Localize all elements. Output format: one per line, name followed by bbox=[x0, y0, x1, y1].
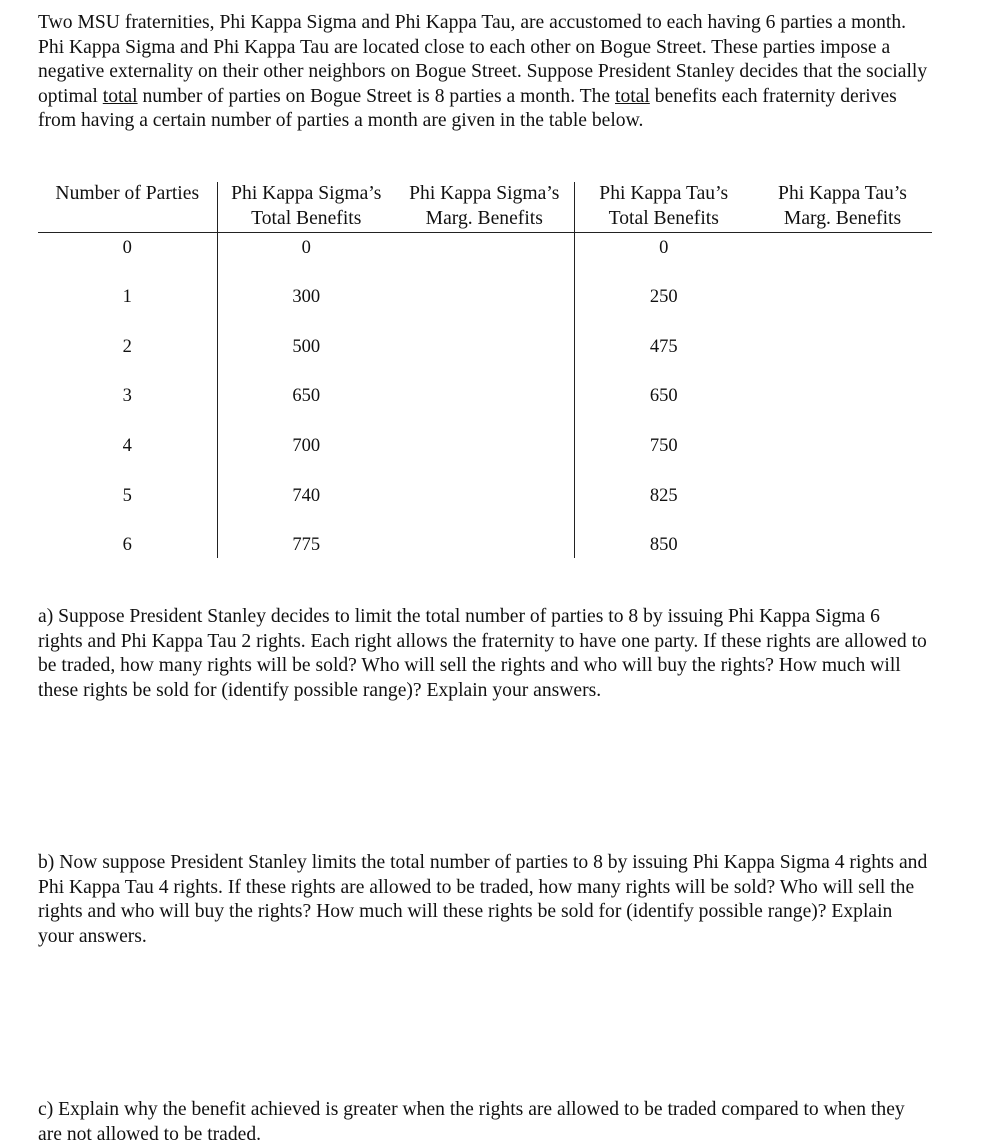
cell-parties: 3 bbox=[38, 383, 217, 433]
cell-parties: 5 bbox=[38, 483, 217, 533]
cell-parties: 0 bbox=[38, 233, 217, 285]
cell-tau-marg bbox=[753, 334, 932, 384]
header-sigma-total-benefits: Phi Kappa Sigma’s Total Benefits bbox=[217, 182, 395, 233]
intro-text-2: number of parties on Bogue Street is 8 parties a month. The bbox=[137, 85, 615, 107]
cell-sigma-marg bbox=[395, 334, 574, 384]
cell-tau-total: 850 bbox=[649, 535, 678, 556]
cell-sigma-total: 775 bbox=[292, 535, 321, 556]
table-row bbox=[38, 433, 932, 483]
cell-parties: 2 bbox=[38, 334, 217, 384]
header-tau-total-benefits: Phi Kappa Tau’s Total Benefits bbox=[574, 182, 753, 233]
cell-tau-total: 0 bbox=[659, 238, 669, 259]
question-b: b) Now suppose President Stanley limits the total number of parties to 8 by issuing Phi Kappa Sigma 4 rights and Phi Kappa Tau 4 rights. If these rights are allowed to be traded, how many rights will be sold? Who will sell the rights and who will buy the rights? How much will these rights be sold for (identify possible range)? Explain your answers. bbox=[38, 852, 928, 947]
cell-tau-marg bbox=[753, 233, 932, 285]
cell-tau-total: 825 bbox=[649, 485, 678, 506]
question-c: c) Explain why the benefit achieved is greater when the rights are allowed to be traded compared to when they are not allowed to be traded. bbox=[38, 1099, 905, 1145]
cell-sigma-marg bbox=[395, 483, 574, 533]
cell-tau-total: 475 bbox=[649, 336, 678, 357]
cell-tau-marg bbox=[753, 532, 932, 558]
cell-sigma-total: 700 bbox=[292, 435, 321, 456]
table-header-row bbox=[38, 182, 932, 233]
intro-underline-total-2: total bbox=[615, 85, 650, 107]
cell-sigma-total: 740 bbox=[292, 485, 321, 506]
header-tau-marg-benefits: Phi Kappa Tau’s Marg. Benefits bbox=[753, 182, 932, 233]
cell-sigma-marg bbox=[395, 284, 574, 334]
cell-tau-total: 650 bbox=[649, 386, 678, 407]
table-row bbox=[38, 483, 932, 533]
cell-sigma-total: 0 bbox=[301, 238, 311, 259]
header-number-of-parties: Number of Parties bbox=[38, 182, 217, 233]
cell-sigma-total: 300 bbox=[292, 287, 321, 308]
cell-parties: 4 bbox=[38, 433, 217, 483]
table-row bbox=[38, 532, 932, 558]
intro-text-3: benefits each fraternity derives from having a certain number of parties a month are given in the table below. bbox=[38, 85, 897, 132]
cell-sigma-marg bbox=[395, 433, 574, 483]
cell-tau-marg bbox=[753, 383, 932, 433]
table-row bbox=[38, 233, 932, 285]
intro-underline-total-1: total bbox=[102, 85, 138, 107]
table-row bbox=[38, 284, 932, 334]
intro-paragraph bbox=[38, 11, 928, 134]
table-row bbox=[38, 334, 932, 384]
cell-tau-marg bbox=[753, 284, 932, 334]
cell-parties: 6 bbox=[38, 532, 217, 558]
cell-sigma-marg bbox=[395, 532, 574, 558]
cell-sigma-marg bbox=[395, 383, 574, 433]
cell-tau-marg bbox=[753, 433, 932, 483]
cell-sigma-marg bbox=[395, 233, 574, 285]
question-a: a) Suppose President Stanley decides to limit the total number of parties to 8 by issuing Phi Kappa Sigma 6 rights and Phi Kappa Tau 2 rights. Each right allows the fraternity to have one party. If these rights are allowed to be traded, how many rights will be sold? Who will sell the rights and who will buy the rights? How much will these rights be sold for (identify possible range)? Explain your answers. bbox=[38, 606, 927, 701]
cell-tau-marg bbox=[753, 483, 932, 533]
table-row bbox=[38, 383, 932, 433]
header-sigma-marg-benefits: Phi Kappa Sigma’s Marg. Benefits bbox=[395, 182, 574, 233]
cell-tau-total: 250 bbox=[649, 287, 678, 308]
benefits-table bbox=[38, 182, 932, 558]
intro-text-1: Two MSU fraternities, Phi Kappa Sigma and Phi Kappa Tau, are accustomed to each having 6 parties a month. Phi Kappa Sigma and Phi Kappa Tau are located close to each other on Bogue Street. These parties impose a negative externality on their other neighbors on Bogue Street. Suppose President Stanley decides that the socially optimal bbox=[38, 12, 928, 107]
cell-tau-total: 750 bbox=[649, 435, 678, 456]
cell-sigma-total: 500 bbox=[292, 336, 321, 357]
cell-sigma-total: 650 bbox=[292, 386, 321, 407]
cell-parties: 1 bbox=[38, 284, 217, 334]
